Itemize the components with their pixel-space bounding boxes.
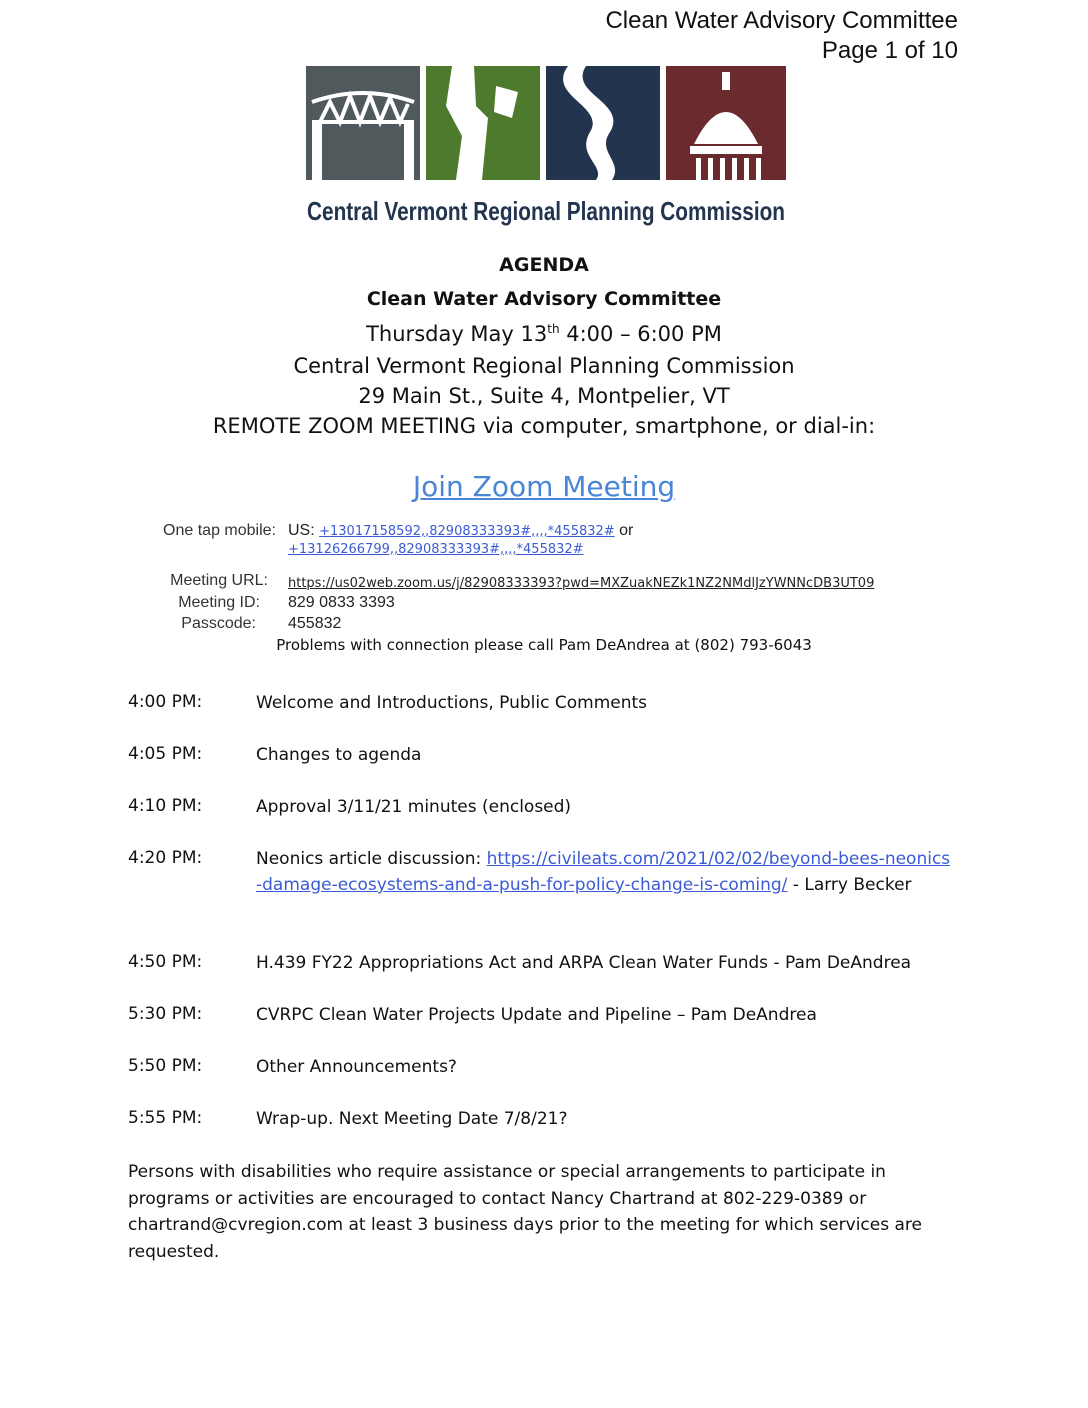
remote-meeting-note: REMOTE ZOOM MEETING via computer, smartphone, or dial-in: — [212, 414, 876, 438]
agenda-item: Changes to agenda — [256, 745, 422, 765]
agenda-time: 5:30 PM: — [128, 1004, 203, 1024]
agenda-item: Neonics article discussion: https://civileats.com/2021/02/02/beyond-bees-neonics-damage-ecosystems-and-a-push-for-policy-change-is-coming/ - Larry Becker — [256, 849, 951, 895]
agenda-item: CVRPC Clean Water Projects Update and Pipeline – Pam DeAndrea — [256, 1005, 817, 1025]
article-link[interactable]: https://civileats.com/2021/02/02/beyond-bees-neonics-damage-ecosystems-and-a-push-for-policy-change-is-coming/ — [256, 849, 951, 895]
agenda-time: 4:00 PM: — [128, 692, 203, 712]
header-committee: Clean Water Advisory Committee — [605, 7, 958, 34]
one-tap-link-1[interactable]: +13017158592,,82908333393#,,,,*455832# — [319, 524, 615, 539]
cvrpc-logo — [306, 66, 786, 228]
agenda-time: 4:50 PM: — [128, 952, 203, 972]
agenda-time: 4:10 PM: — [128, 796, 203, 816]
meeting-url-label: Meeting URL: — [170, 572, 268, 589]
join-zoom-link[interactable]: Join Zoom Meeting — [412, 470, 676, 503]
agenda-time: 5:50 PM: — [128, 1056, 203, 1076]
address: 29 Main St., Suite 4, Montpelier, VT — [358, 384, 730, 408]
connection-help-note: Problems with connection please call Pam DeAndrea at (802) 793-6043 — [276, 636, 812, 654]
meeting-url-link[interactable]: https://us02web.zoom.us/j/82908333393?pwd=MXZuakNEZk1NZ2NMdlJzYWNNcDB3UT09 — [288, 576, 875, 591]
meeting-date: Thursday May 13th 4:00 – 6:00 PM — [366, 322, 722, 346]
page-header — [605, 6, 958, 66]
committee-heading: Clean Water Advisory Committee — [366, 288, 722, 310]
one-tap-link-2[interactable]: +13126266799,,82908333393#,,,,*455832# — [288, 542, 584, 557]
agenda-item: Approval 3/11/21 minutes (enclosed) — [256, 797, 572, 817]
header-page-number: Page 1 of 10 — [821, 37, 958, 64]
organization-name: Central Vermont Regional Planning Commission — [293, 354, 795, 378]
agenda-heading: AGENDA — [499, 254, 589, 276]
logo-text: Central Vermont Regional Planning Commission — [307, 196, 785, 226]
one-tap-numbers: US: +13017158592,,82908333393#,,,,*455832# or +13126266799,,82908333393#,,,,*455832# — [288, 522, 634, 557]
meeting-id-label: Meeting ID: — [178, 594, 260, 611]
one-tap-label: One tap mobile: — [163, 522, 276, 539]
agenda-time: 5:55 PM: — [128, 1108, 203, 1128]
agenda-item: Welcome and Introductions, Public Comments — [256, 693, 648, 713]
passcode-label: Passcode: — [181, 615, 256, 632]
meeting-id-value: 829 0833 3393 — [288, 594, 395, 611]
accessibility-notice: Persons with disabilities who require assistance or special arrangements to participate in programs or activities are encouraged to contact Nancy Chartrand at 802-229-0389 or chartrand@cvregion.com at least 3 business days prior to the meeting for which services are requested. — [128, 1162, 922, 1262]
agenda-item: Wrap-up. Next Meeting Date 7/8/21? — [256, 1109, 568, 1129]
agenda-time: 4:05 PM: — [128, 744, 203, 764]
agenda-item: Other Announcements? — [256, 1057, 457, 1077]
passcode-value: 455832 — [288, 615, 342, 632]
agenda-time: 4:20 PM: — [128, 848, 203, 868]
agenda-item: H.439 FY22 Appropriations Act and ARPA Clean Water Funds - Pam DeAndrea — [256, 953, 912, 973]
